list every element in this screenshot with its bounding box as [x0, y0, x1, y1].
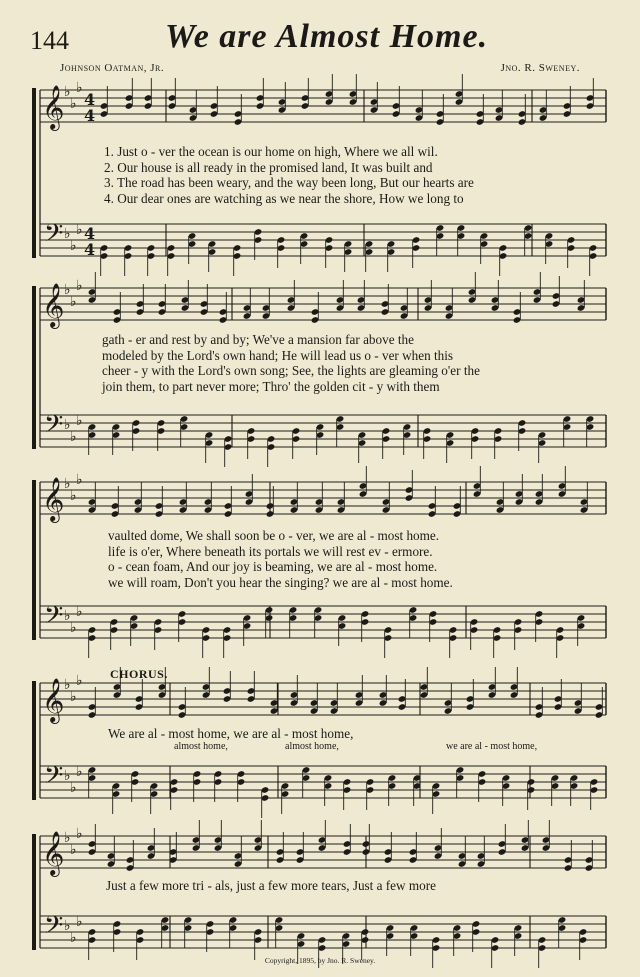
chorus-label: CHORUS. [110, 667, 168, 681]
verse-1-line: gath - er and rest by and by; We've a mansion far above the [102, 332, 414, 347]
flat-sign: ♭ [64, 768, 71, 784]
flat-sign: ♭ [76, 764, 83, 780]
system-brace [32, 480, 36, 640]
verse-2-line: modeled by the Lord's own hand; He will lead us o - ver when this [102, 347, 454, 363]
chorus-echo-3: we are al - most home, [446, 741, 538, 752]
system-brace [32, 681, 36, 800]
time-signature: 4 [84, 240, 96, 259]
verse-3-line: o - cean foam, And our joy is beaming, we are al - most home. [108, 559, 438, 575]
clef-symbol: 𝄞 [42, 283, 65, 327]
flat-sign: ♭ [64, 84, 71, 100]
verse-2-line: 2. Our house is all ready in the promised land, It was built and [104, 159, 433, 175]
flat-sign: ♭ [70, 96, 77, 112]
page-number: 144 [30, 26, 69, 55]
system-brace [32, 286, 36, 449]
flat-sign: ♭ [70, 620, 77, 636]
flat-sign: ♭ [76, 80, 83, 96]
system-brace [32, 834, 36, 950]
flat-sign: ♭ [76, 222, 83, 238]
lyricist-credit: Johnson Oatman, Jr. [60, 62, 165, 74]
time-signature: 4 [84, 224, 96, 243]
flat-sign: ♭ [70, 238, 77, 254]
flat-sign: ♭ [64, 608, 71, 624]
system-2-lyrics [102, 332, 612, 394]
flat-sign: ♭ [70, 842, 77, 858]
time-signature: 4 [84, 106, 96, 125]
time-signature: 4 [84, 90, 96, 109]
flat-sign: ♭ [70, 930, 77, 946]
system-brace [32, 88, 36, 258]
flat-sign: ♭ [70, 488, 77, 504]
flat-sign: ♭ [76, 673, 83, 689]
verse-4-line: we will roam, Don't you hear the singing? we are al - most home. [108, 574, 453, 590]
verse-2-line: life is o'er, Where beneath its portals we will rest ev - ermore. [108, 543, 433, 559]
flat-sign: ♭ [64, 677, 71, 693]
clef-symbol: 𝄞 [42, 85, 65, 129]
clef-symbol: 𝄞 [42, 678, 65, 722]
verse-3-line: 3. The road has been weary, and the way been long, But our hearts are [104, 175, 474, 191]
flat-sign: ♭ [76, 278, 83, 294]
flat-sign: ♭ [70, 689, 77, 705]
flat-sign: ♭ [70, 780, 77, 796]
verse-3-line: cheer - y with the Lord's own song; See, the lights are gleaming o'er the [102, 363, 480, 379]
flat-sign: ♭ [64, 417, 71, 433]
verse-4-line: join them, to part never more; Thro' the golden cit - y with them [102, 378, 440, 394]
system-3-lyrics [108, 528, 618, 590]
chorus-lyric-line-1: We are al - most home, we are al - most home, [108, 726, 354, 741]
clef-symbol: 𝄞 [42, 831, 65, 875]
system-1-lyrics [104, 144, 614, 206]
verse-4-line: 4. Our dear ones are watching as we near the shore, How we long to [104, 190, 464, 206]
chorus-lyric-line-2: Just a few more tri - als, just a few more tears, Just a few more [106, 878, 436, 893]
clef-symbol: 𝄢 [44, 911, 64, 946]
clef-symbol: 𝄞 [42, 477, 65, 521]
flat-sign: ♭ [64, 476, 71, 492]
flat-sign: ♭ [64, 918, 71, 934]
flat-sign: ♭ [76, 604, 83, 620]
chorus-echo-2: almost home, [285, 741, 339, 752]
clef-symbol: 𝄢 [44, 410, 64, 445]
flat-sign: ♭ [70, 429, 77, 445]
flat-sign: ♭ [64, 282, 71, 298]
flat-sign: ♭ [76, 413, 83, 429]
flat-sign: ♭ [64, 226, 71, 242]
flat-sign: ♭ [76, 472, 83, 488]
verse-1-line: vaulted dome, We shall soon be o - ver, we are al - most home. [108, 528, 440, 543]
clef-symbol: 𝄢 [44, 219, 64, 254]
flat-sign: ♭ [76, 914, 83, 930]
clef-symbol: 𝄢 [44, 601, 64, 636]
composer-credit: Jno. R. Sweney. [500, 62, 580, 74]
flat-sign: ♭ [64, 830, 71, 846]
clef-symbol: 𝄢 [44, 761, 64, 796]
hymn-title: We are Almost Home. [165, 18, 489, 55]
flat-sign: ♭ [70, 294, 77, 310]
verse-1-line: 1. Just o - ver the ocean is our home on high, Where we all wil. [104, 144, 438, 159]
copyright-footer: Copyright, 1895, by Jno. R. Sweney. [264, 956, 376, 965]
flat-sign: ♭ [76, 826, 83, 842]
chorus-echo-1: almost home, [174, 741, 228, 752]
